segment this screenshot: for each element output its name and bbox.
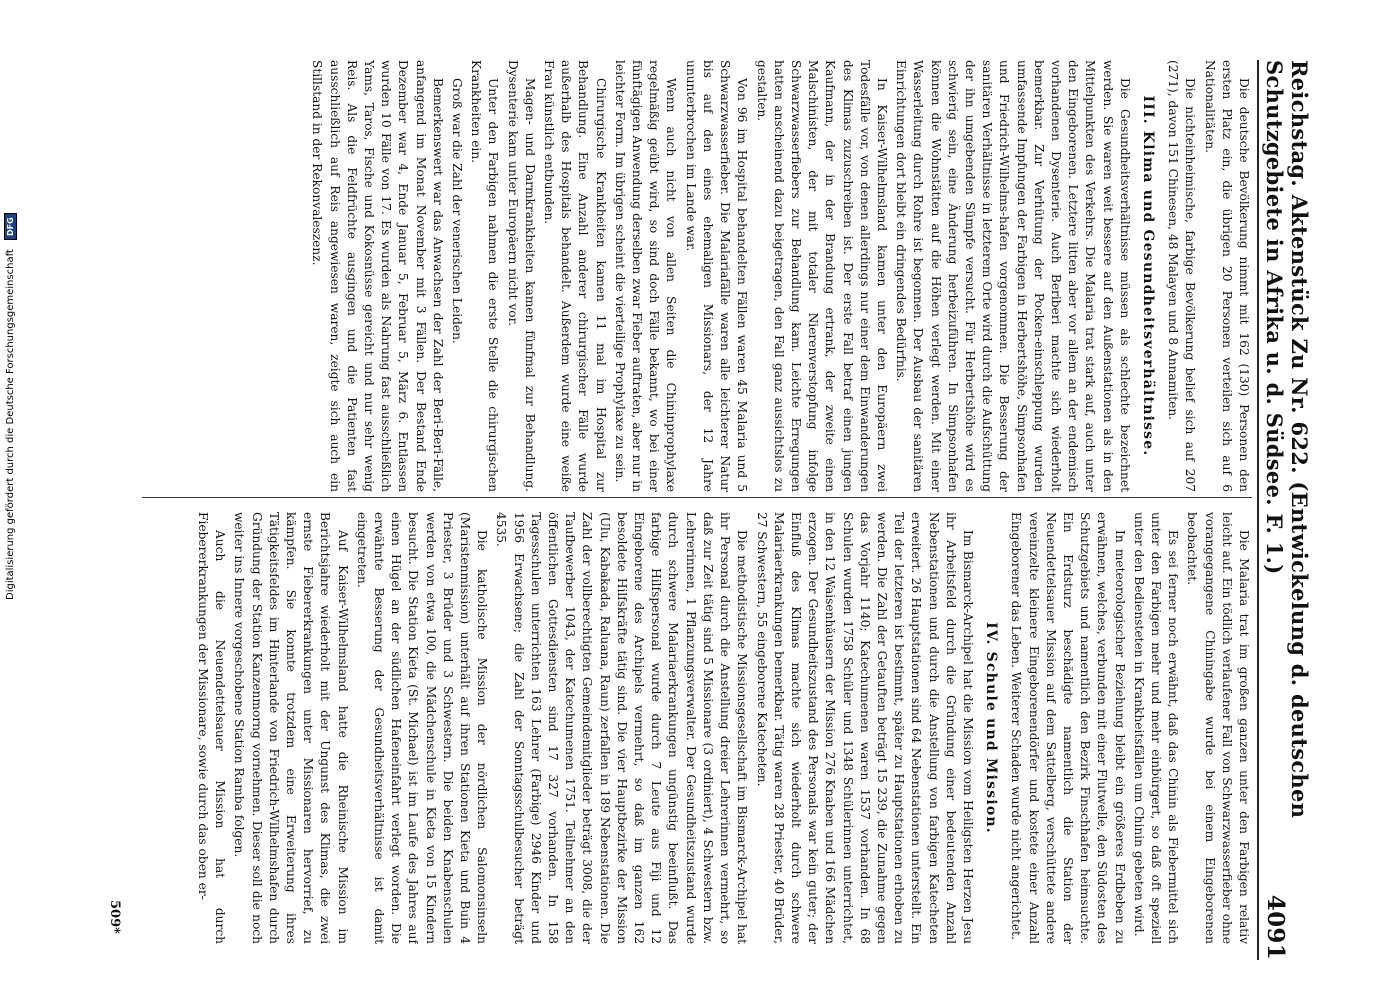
paragraph: Von 96 im Hospital behandelten Fällen waren 45 Malaria und 5 Schwarzwasserfieber. Die Malariafälle waren alle leichterer Natur bis auf den eines ehemaligen Missionars, der 12 Jahre ununterbrochen im Lande war. bbox=[683, 60, 750, 492]
paragraph: Groß war die Zahl der venerischen Leiden. bbox=[450, 78, 465, 344]
paragraph: Die Malaria trat im großen ganzen unter den Farbigen relativ leicht auf. Ein tödlich verlaufener Fall von Schwarzwasserfieber ohne vorangegangene Chiningabe wurde bei einem Eingeborenen beobachtet. bbox=[1185, 512, 1251, 944]
paragraph: Unter den Farbigen nahmen die erste Stelle die chirurgischen Krankheiten ein. bbox=[469, 60, 501, 492]
page-header bbox=[1257, 60, 1312, 960]
digitization-note bbox=[4, 213, 17, 600]
paragraph: Es sei ferner noch erwähnt, daß das Chinin als Fiebermittel sich unter den Farbigen mehr und mehr einbürgert, so daß oft speziell unter den Bediensteten in Krankheitsfällen um Chinin gebeten wird. bbox=[1131, 512, 1181, 944]
paragraph: Auf Kaiser-Wilhelmsland hatte die Rheinische Mission im Berichtsjahre wiederholt mit der Ungunst des Klimas, die zwei ernste Fiebererkrankungen unter Missionaren hervorrief, zu kämpfen. Sie konnte trotzdem eine Erweiterung ihres Tätigkeitsfeldes im Hinterlande von Friedrich-Wilhelmshafen durch Gründung der Station Kanzenmorng vornehmen. Dieser soll die noch weiter ins Innere vorgeschobene Station Ramba folgen. bbox=[232, 512, 350, 944]
left-column bbox=[132, 60, 1252, 492]
paragraph: Chirurgische Krankheiten kamen 11 mal im Hospital zur Behandlung. Eine Anzahl anderer chirurgischer Fälle wurde außerhalb des Hospitals behandelt. Außerdem wurde eine weiße Frau künstlich entbunden. bbox=[542, 60, 608, 492]
digitization-text: Digitalisierung gefördert durch die Deutsche Forschungsgemeinschaft bbox=[5, 249, 16, 600]
paragraph: Die Gesundheitsverhältnisse müssen als schlechte bezeichnet werden. Sie waren weit bessere auf den Außenstationen als in den Mittelpunkten des Verkehrs. Die Malaria trat stark auf, auch unter den Eingeborenen. Letztere litten aber vor allem an der endemisch vorhandenen Dysenterie. Auch Beriberi machte sich wiederholt bemerkbar. Zur Verhütung der Pocken-einschleppung wurden umfassende Impfungen der Farbigen in Herbertshöhe, Simpsonhafen und Friedrich-Wilhelms-hafen vorgenommen. Die Besserung der sanitären Verhältnisse in letzterem Orte wird durch die Aufschüttung der ihn umgebenden Sümpfe versucht. Für Herbertshöhe wird es schwierig sein, eine Änderung herbeizuführen. In Simpsonhafen können die Wohnstätten auf die Höhen verlegt werden. Mit einer Wasserleitung durch Rohre ist begonnen. Der Ausbau der sanitären Einrichtungen dort bleibt ein dringendes Bedürfnis. bbox=[894, 60, 1132, 492]
paragraph: Wenn auch nicht von allen Seiten die Chininprophylaxe regelmäßig geübt wird, so sind doch Fälle bekannt, wo bei einer fünftägigen Anwendung derselben zwar Fieber auftraten, aber nur in leichter Form. Im übrigen scheint die vierteilige Prophylaxe zu sein. bbox=[612, 60, 679, 492]
section-heading: IV. Schule und Mission. bbox=[983, 622, 1000, 834]
column-divider bbox=[142, 497, 1252, 498]
document-page bbox=[50, 0, 1310, 1000]
footer-mark: 509* bbox=[107, 900, 122, 934]
paragraph: In meteorologischer Beziehung bleibt ein größeres Erdbeben zu erwähnen, welches, verbunden mit einer Flutwelle, den Südosten des Schutzgebiets und namentlich den Bezirk Finschhafen heimsuchte. Ein Erdsturz beschädigte namentlich die Station der Neuendettelsauer Mission auf dem Sattelberg, verschüttete andere vereinzelte kleinere Eingeborenendörfer und kostete einer Anzahl Eingeborener das Leben. Weiterer Schaden wurde nicht angerichtet. bbox=[1009, 512, 1127, 944]
paragraph: Die katholische Mission der nördlichen Salomonsinseln (Maristenmission) unterhält auf ihren Stationen Kieta und Buin 4 Priester, 3 Brüder und 3 Schwestern. Die beiden Knabenschulen werden von etwa 100, die Mädchenschule in Kieta von 15 Kindern besucht. Die Station Kieta (St. Michael) ist im Laufe des Jahres auf einen Hügel an der südlichen Hafeneinfahrt verlegt worden. Die erwähnte Besserung der Gesundheitsverhältnisse ist damit eingetreten. bbox=[354, 512, 490, 944]
header-title: Reichstag. Aktenstück Zu Nr. 622. (Entwickelung d. deutschen Schutzgebiete in Afrika u. d. Südsee. F. 1.) bbox=[1262, 60, 1312, 819]
paragraph: Die methodistische Missionsgesellschaft im Bismarck-Archipel hat ihr Personal durch die Anstellung dreier Lehrerinnen vermehrt, so daß zur Zeit tätig sind 5 Missionare (3 ordiniert), 4 Schwestern bzw. Lehrerinnen, 1 Pflanzungsverwalter. Der Gesundheitszustand wurde durch schwere Malariaerkrankungen ungünstig beeinflußt. Das farbige Hilfspersonal wurde durch 7 Leute aus Fiji und 12 Eingeborene des Archipels vermehrt, so daß im ganzen 162 besoldete Hilfskräfte tätig sind. Die vier Hauptbezirke der Mission (Ulu, Kabakada, Raluana, Raun) zerfallen in 189 Nebenstationen. Die Zahl der vollberechtigten Gemeindemitglieder beträgt 3008, die der Taufbewerber 1043, der Katechumenen 1751. Teilnehmer an den öffentlichen Gottesdiensten sind 17 327 vorhanden. In 158 Tagesschulen unterrichten 163 Lehrer (Farbige) 2946 Kinder und 1956 Erwachsene; die Zahl der Sonntagsschulbesucher beträgt 4535. bbox=[494, 512, 750, 944]
paragraph: Auch die Neuendettelsauer Mission hat durch Fiebererkrankungen der Missionare, sowie durch das oben er- bbox=[196, 512, 228, 944]
section-heading: III. Klima und Gesundheitsverhältnisse. bbox=[1139, 95, 1156, 457]
dfg-logo: DFG bbox=[4, 213, 17, 240]
paragraph: Bemerkenswert war das Anwachsen der Zahl der Beri-Beri-Fälle, anfangend im Monat November mit 3 Fällen. Der Bestand Ende Dezember war 4, Ende Januar 5, Februar 5, März 6. Entlassen wurden 10 Fälle von 17. Es wurden als Nahrung fast ausschließlich Yams, Taros, Fische und Kokosnüsse gereicht und nur sehr wenig Reis. Als die Feldfrüchte ausgingen und die Patienten fast ausschließlich auf Reis angewiesen waren, zeigte sich auch ein Stillstand in der Rekonvaleszenz. bbox=[310, 60, 445, 492]
paragraph: Im Bismarck-Archipel hat die Mission vom Heiligsten Herzen Jesu ihr Arbeitsfeld durch die Gründung einer bedeutenden Anzahl Nebenstationen und durch die Anstellung von farbigen Katecheten erweitert. 26 Hauptstationen sind 64 Nebenstationen unterstellt. Ein Teil der letzteren ist bestimmt, später zu Hauptstationen erhoben zu werden. Die Zahl der Getauften beträgt 15 239, die Zunahme gegen das Vorjahr 1140; Katechumenen waren 1537 vorhanden. In 68 Schulen wurden 1758 Schüler und 1348 Schülerinnen unterrichtet, in den 12 Waisenhäusern der Mission 276 Knaben und 166 Mädchen erzogen. Der Gesundheitszustand des Personals war kein guter; der Einfluß des Klimas machte sich wiederholt durch schwere Malariaerkrankungen bemerkbar. Tätig waren 28 Priester, 40 Brüder, 27 Schwestern, 55 eingeborene Katecheten. bbox=[754, 512, 975, 944]
paragraph: In Kaiser-Wilhelmsland kamen unter den Europäern zwei Todesfälle vor, von denen allerdings nur einer dem Einwanderungen des Klimas zuzuschreiben ist. Der erste Fall betraf einen jungen Kaufmann, der in der Brandung ertrank, der zweite einen Malschinisten, der mit totaler Nierenverstopfung infolge Schwarzwasserfiebers zur Behandlung kam. Leichte Erregungen hatten anscheinend dazu beigetragen, den Fall ganz aussichtslos zu gestalten. bbox=[754, 60, 889, 492]
right-column bbox=[132, 512, 1252, 944]
page-number: 4091 bbox=[1262, 894, 1289, 960]
paragraph: Magen- und Darmkrankheiten kamen fünfmal zur Behandlung. Dysenterie kam unter Europäern nicht vor. bbox=[505, 60, 537, 492]
paragraph: Die nichteinheimische, farbige Bevölkerung belief sich auf 207 (271), davon 151 Chinesen, 48 Malayen und 8 Annamiten. bbox=[1166, 60, 1198, 492]
paragraph: Die deutsche Bevölkerung nimmt mit 162 (130) Personen den ersten Platz ein, die übrigen 20 Personen verteilen sich auf 6 Nationalitäten. bbox=[1202, 60, 1251, 492]
